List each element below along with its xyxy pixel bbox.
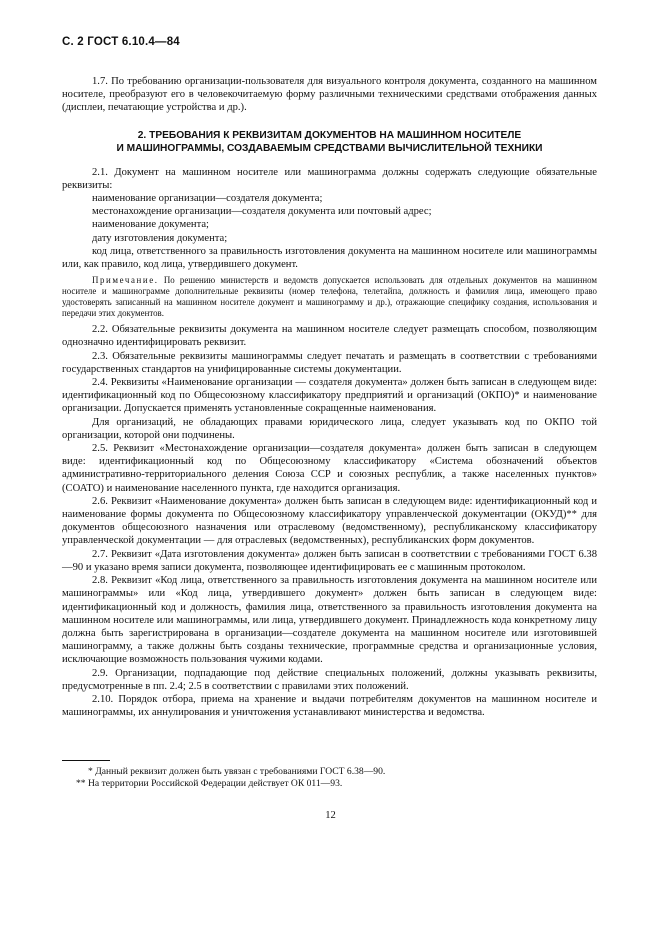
paragraph-1-7: 1.7. По требованию организации-пользователя для визуального контроля документа, созданного на машинном носителе, преобразуют его в человекочитаемую форму различными техническими средствами отображения данных (дисплеи, печатающие устройства и др.). <box>62 76 597 114</box>
list-item: наименование документа; <box>92 219 209 231</box>
page-header: С. 2 ГОСТ 6.10.4—84 <box>62 36 180 48</box>
paragraph-2-4-continued: Для организаций, не обладающих правами юридического лица, следует указывать код по ОКПО той организации, которой они подчинены. <box>62 416 597 441</box>
section-title-line-1: 2. ТРЕБОВАНИЯ К РЕКВИЗИТАМ ДОКУМЕНТОВ НА МАШИННОМ НОСИТЕЛЕ <box>137 129 522 141</box>
list-item: наименование организации—создателя документа; <box>92 193 323 205</box>
paragraph-2-3: 2.3. Обязательные реквизиты машинограммы следует печатать и размещать в соответствии с требованиями государственных стандартов на унифицированные системы документации. <box>62 350 597 375</box>
paragraph-2-5: 2.5. Реквизит «Местонахождение организации—создателя документа» должен быть записан в следующем виде: идентификационный код по Общесоюзному классификатору «Система обозначений объектов административно-территориального деления Союза ССР и союзных республик, а также населенных пунктов» (СОАТО) и наименование населенного пункта, где находится организация. <box>62 443 597 494</box>
footnotes <box>62 766 597 790</box>
list-item: код лица, ответственного за правильность изготовления документа на машинном носителе или машинограммы или, как правило, код лица, утвердившего документ. <box>62 245 597 271</box>
footnote: * Данный реквизит должен быть увязан с требованиями ГОСТ 6.38—90. <box>88 766 386 777</box>
paragraph-2-1: 2.1. Документ на машинном носителе или машинограмма должны содержать следующие обязательные реквизиты: <box>62 166 597 191</box>
paragraph-2-8: 2.8. Реквизит «Код лица, ответственного за правильность изготовления документа на машинном носителе или машинограммы» или «Код лица, утвердившего документ» должен быть записан в следующем виде: идентификационный код и должность, фамилия лица, ответственного за правильность изготовления документа на машинном носителе или машинограммы, или лица, утвердившего документ. Принадлежность кода конкретному лицу должна быть зарегистрирована в организации—создателе документа на машинном носителе или изготовившей машинограмму, а также должны быть созданы технические, программные средства и организационные условия, исключающие возможность пользования чужими кодами. <box>62 575 597 666</box>
paragraph-2-2: 2.2. Обязательные реквизиты документа на машинном носителе следует размещать способом, позволяющим однозначно идентифицировать реквизит. <box>62 324 597 349</box>
section-title <box>62 129 597 156</box>
paragraph-2-4: 2.4. Реквизиты «Наименование организации — создателя документа» должен быть записан в следующем виде: идентификационный код по Общесоюзному классификатору предприятий и организаций (ОКПО)* и наименование организации. Допускается применять установленные сокращенные наименования. <box>62 377 597 415</box>
list-item: местонахождение организации—создателя документа или почтовый адрес; <box>92 206 432 218</box>
note <box>62 275 597 319</box>
paragraph-2-9: 2.9. Организации, подпадающие под действие специальных положений, должны указывать реквизиты, предусмотренные в пп. 2.4; 2.5 в соответствии с правилами этих положений. <box>62 667 597 692</box>
footnote: ** На территории Российской Федерации действует ОК 011—93. <box>76 778 343 789</box>
paragraph-2-7: 2.7. Реквизит «Дата изготовления документа» должен быть записан в соответствии с требованиями ГОСТ 6.38—90 и указано время записи документа, позволяющее идентифицировать ее с машинным протоколом. <box>62 548 597 573</box>
page-number: 12 <box>325 810 336 821</box>
list-item: дату изготовления документа; <box>92 232 228 244</box>
paragraph-2-6: 2.6. Реквизит «Наименование документа» должен быть записан в следующем виде: идентификационный код и наименование формы документа по Общесоюзному классификатору управленческой документации (ОКУД)** для документов общесоюзного назначения или отраслевому (ведомственному), республиканскому классификатору управленческой документации — для отраслевых (ведомственных), республиканских форм документов. <box>62 495 597 547</box>
note-text: По решению министерств и ведомств допускается использовать для отдельных документов на машинном носителе и машинограмме дополнительные реквизиты (номер телефона, телетайпа, должность и фамилия лица, имеющего право удостоверять записанный на машинном носителе документ и машинограмму и др.), отражающие специфику создания, использования и передачи этих документов. <box>62 275 597 319</box>
section-title-line-2: И МАШИНОГРАММЫ, СОЗДАВАЕМЫМ СРЕДСТВАМИ ВЫЧИСЛИТЕЛЬНОЙ ТЕХНИКИ <box>116 143 543 155</box>
required-attributes-list <box>62 192 597 271</box>
paragraph-2-10: 2.10. Порядок отбора, приема на хранение и выдачи потребителям документов на машинном носителе и машинограммы, их аннулирования и уничтожения устанавливают министерства и ведомства. <box>62 693 597 719</box>
page-body <box>62 75 597 719</box>
footnote-divider <box>62 760 110 761</box>
note-label: Примечание. <box>92 275 159 286</box>
